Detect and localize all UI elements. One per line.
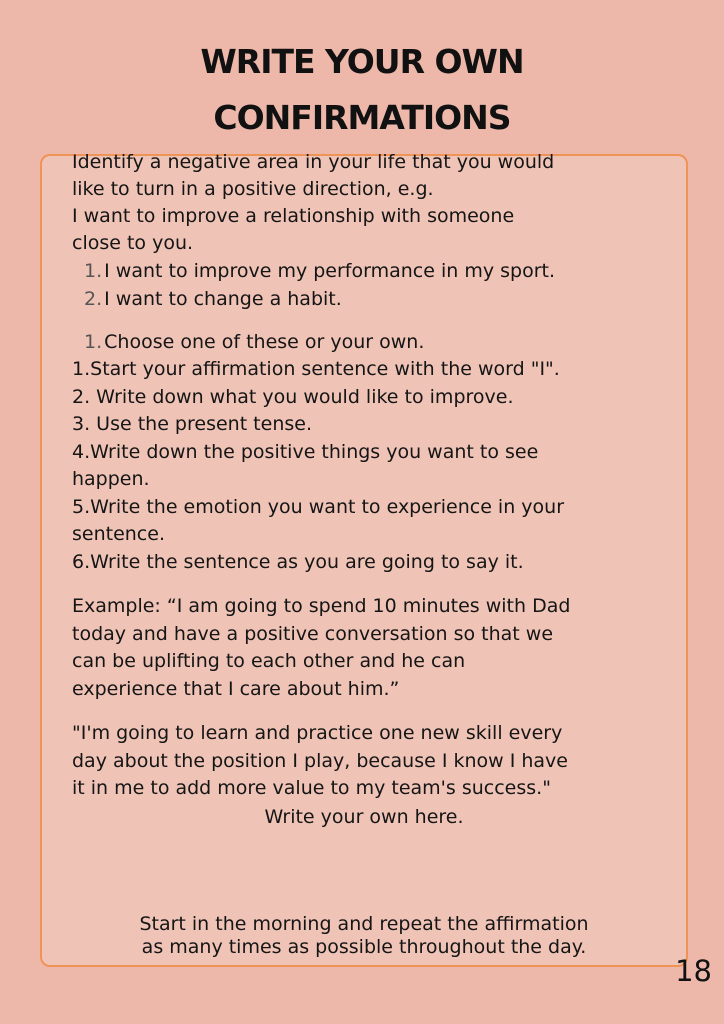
list-number: 2. [84, 288, 103, 310]
page-title-line-1: WRITE YOUR OWN [200, 42, 524, 81]
example-line: experience that I care about him.” [72, 678, 400, 700]
list-number: 1. [84, 260, 103, 282]
example-line: today and have a positive conversation so that we [72, 623, 554, 645]
intro-line-3: I want to improve a relationship with someone [72, 205, 515, 227]
quote-line: it in me to add more value to my team's success." [72, 777, 551, 799]
step-line: 6.Write the sentence as you are going to say it. [72, 551, 524, 573]
intro-line-1: Identify a negative area in your life that you would [72, 151, 555, 173]
example-list-item [84, 286, 342, 314]
closing-line-1: Start in the morning and repeat the affirmation [139, 913, 589, 935]
intro-line-2: like to turn in a positive direction, e.g. [72, 178, 434, 200]
step-line: 2. Write down what you would like to improve. [72, 386, 514, 408]
step-line: 4.Write down the positive things you want to see [72, 441, 539, 463]
step-line: happen. [72, 468, 150, 490]
example-line: Example: “I am going to spend 10 minutes with Dad [72, 595, 571, 617]
write-own-prompt: Write your own here. [264, 806, 464, 828]
list-item-text: I want to improve my performance in my sport. [104, 260, 556, 282]
example-line: can be uplifting to each other and he can [72, 650, 466, 672]
step-line: 3. Use the present tense. [72, 413, 312, 435]
quote-line: day about the position I play, because I know I have [72, 750, 568, 772]
list-number: 1. [84, 331, 103, 353]
quote-line: "I'm going to learn and practice one new skill every [72, 722, 563, 744]
step-line: 1.Start your affirmation sentence with the word "I". [72, 358, 560, 380]
step-line: 5.Write the emotion you want to experience in your [72, 496, 565, 518]
step-line: sentence. [72, 523, 165, 545]
choose-text: Choose one of these or your own. [104, 331, 425, 353]
page-title-line-2: CONFIRMATIONS [213, 98, 511, 137]
choose-item [84, 329, 424, 357]
closing-line-2: as many times as possible throughout the day. [141, 936, 587, 958]
list-item-text: I want to change a habit. [104, 288, 342, 310]
intro-line-4: close to you. [72, 232, 194, 254]
page-number: 18 [675, 954, 712, 988]
example-list-item [84, 258, 555, 286]
